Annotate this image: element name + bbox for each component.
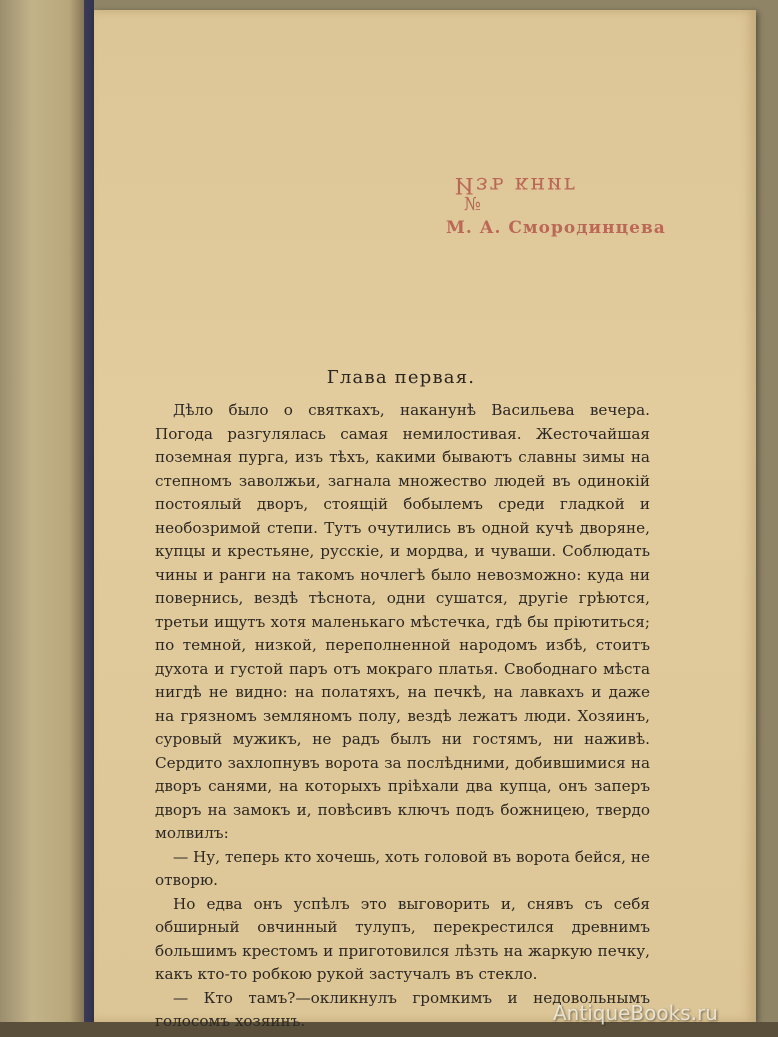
book-cover-left xyxy=(0,0,92,1037)
paragraph: — Кто тамъ?—окликнулъ громкимъ и недовольнымъ голосомъ хозяинъ. xyxy=(155,988,650,1030)
stamp-line-2: № xyxy=(464,194,482,215)
text-body xyxy=(155,399,650,1034)
paragraph: Дѣло было о святкахъ, наканунѣ Васильева вечера. Погода разгулялась самая немилостивая. Жесточайшая поземная пурга, изъ тѣхъ, какими бываютъ славны зимы на степномъ заволжьи, загнала множество людей въ одинокій постоялый дворъ, стоящій бобылемъ среди гладкой и необозримой степи. Тутъ очутились въ одной кучѣ дворяне, купцы и крестьяне, русскіе, и мордва, и чуваши. Соблюдать чины и ранги на такомъ ночлегѣ было невозможно: куда ни повернись, вездѣ тѣснота, одни сушатся, другіе грѣются, третьи ищутъ хотя маленькаго мѣстечка, гдѣ бы пріютиться; по темной, низкой, переполненной народомъ избѣ, стоитъ духота и густой паръ отъ мокраго платья. Свободнаго мѣста нигдѣ не видно: на полатяхъ, на печкѣ, на лавкахъ и даже на грязномъ земляномъ полу, вездѣ лежатъ люди. Хозяинъ, суровый мужикъ, не радъ былъ ни гостямъ, ни наживѣ. Сердито захлопнувъ ворота за послѣдними, добившимися на дворъ санями, на которыхъ пріѣхали два купца, онъ заперъ дворъ на замокъ и, повѣсивъ ключъ подъ божницею, твердо молвилъ: xyxy=(155,401,650,842)
chapter-heading: Глава первая. xyxy=(326,367,476,388)
book-cover-edge xyxy=(84,0,94,1037)
owner-stamp xyxy=(346,152,666,252)
paragraph: Но едва онъ успѣлъ это выговорить и, снявъ съ себя обширный овчинный тулупъ, перекрестился древнимъ большимъ крестомъ и приготовился лѣзть на жаркую печку, какъ кто-то робкою рукой застучалъ въ стекло. xyxy=(155,894,650,983)
stamp-line-1: Изъ книг xyxy=(454,172,578,197)
paragraph: — Ну, теперь кто хочешь, хоть головой въ ворота бейся, не отворю. xyxy=(155,847,650,889)
site-watermark: AntiqueBooks.ru xyxy=(553,1001,718,1025)
stamp-line-3: М. А. Смородинцева xyxy=(446,218,666,238)
